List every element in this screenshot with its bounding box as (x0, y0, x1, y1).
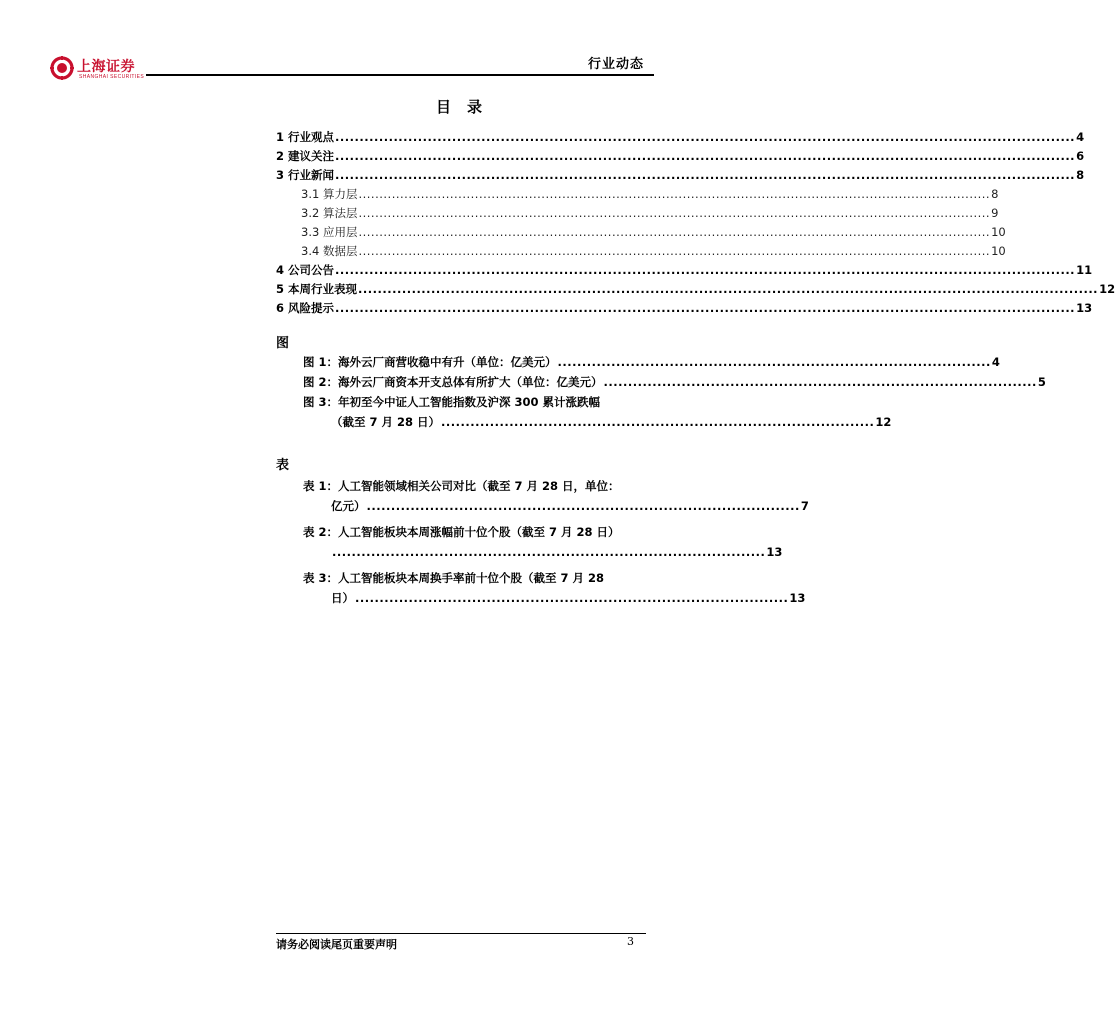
toc-leader-dots: ........................................................................................................................................................ (335, 130, 1076, 144)
toc-entry-page: 10 (991, 225, 1006, 239)
toc-entry-page: 6 (1076, 149, 1085, 163)
toc-leader-dots: ........................................................................................................................................................ (358, 244, 991, 258)
toc-entry-label: 3.4 数据层 (301, 244, 358, 258)
figure-entry-label: 图 3：年初至今中证人工智能指数及沪深 300 累计涨跌幅 (303, 395, 601, 409)
toc-entry[interactable] (276, 164, 1085, 183)
tables-heading: 表 (276, 458, 290, 473)
figures-list (303, 352, 1046, 432)
figures-heading: 图 (276, 336, 290, 351)
table-entry-page: 13 (766, 545, 783, 559)
toc-entry-page: 8 (1076, 168, 1085, 182)
toc-entry[interactable] (276, 297, 1093, 316)
toc-entry[interactable] (276, 145, 1085, 164)
page-number: 3 (627, 935, 634, 948)
table-entry-label: 表 2：人工智能板块本周涨幅前十位个股（截至 7 月 28 日） (303, 525, 620, 539)
toc-leader-dots: ........................................................................................................................................................ (335, 149, 1076, 163)
tables-list (303, 476, 809, 608)
table-entry-label-continued: 亿元） (331, 499, 366, 513)
figure-entry-label: 图 2：海外云厂商资本开支总体有所扩大（单位：亿美元） (303, 375, 603, 389)
toc-leader-dots: ........................................................................................................................................................ (358, 282, 1099, 296)
toc-subentry[interactable] (276, 240, 1006, 259)
toc-entry-label: 6 风险提示 (276, 301, 335, 315)
toc-entry-label: 3 行业新闻 (276, 168, 335, 182)
table-entry-label-continued: 日） (331, 591, 354, 605)
toc-entry-page: 13 (1076, 301, 1093, 315)
figure-entry-page: 12 (875, 415, 892, 429)
toc-leader-dots: ........................................................................................................................................................ (358, 187, 991, 201)
table-entry[interactable] (303, 522, 783, 562)
table-entry[interactable] (303, 568, 806, 608)
toc-entry-label: 3.2 算法层 (301, 206, 358, 220)
figure-entry-label: 图 1：海外云厂商营收稳中有升（单位：亿美元） (303, 355, 557, 369)
figure-entry[interactable] (303, 372, 1046, 392)
toc-entry[interactable] (276, 126, 1085, 145)
table-entry[interactable] (303, 476, 809, 516)
toc-entry-label: 4 公司公告 (276, 263, 335, 277)
toc-entry-page: 8 (991, 187, 999, 201)
figure-entry[interactable] (303, 392, 892, 432)
report-type-title: 行业动态 (587, 57, 644, 72)
figure-entry[interactable] (303, 352, 1000, 372)
table-entry-page: 7 (800, 499, 809, 513)
toc-entry-label: 3.3 应用层 (301, 225, 358, 239)
toc-entry-label: 1 行业观点 (276, 130, 335, 144)
toc-entry-label: 5 本周行业表现 (276, 282, 358, 296)
figure-entry-label-continued: （截至 7 月 28 日） (331, 415, 441, 429)
footer-divider (276, 933, 646, 934)
company-logo (50, 54, 170, 86)
footer-disclaimer-notice: 请务必阅读尾页重要声明 (276, 938, 397, 951)
logo-chinese-name: 上海证券 (77, 59, 135, 75)
toc-leader-dots: ........................................................................................................................................................ (358, 225, 991, 239)
toc-leader-dots: ......................................................................................... (603, 375, 1037, 389)
toc-entry-page: 9 (991, 206, 999, 220)
toc-leader-dots: ......................................................................................... (332, 545, 766, 559)
toc-leader-dots: ......................................................................................... (355, 591, 789, 605)
logo-emblem-icon (50, 56, 74, 80)
toc-entry-label: 2 建议关注 (276, 149, 335, 163)
toc-entry[interactable] (276, 259, 1093, 278)
header-divider (146, 74, 654, 76)
figure-entry-page: 4 (991, 355, 1000, 369)
table-entry-page: 13 (789, 591, 806, 605)
toc-leader-dots: ........................................................................................................................................................ (335, 301, 1076, 315)
toc-leader-dots: ........................................................................................................................................................ (335, 168, 1076, 182)
table-entry-label: 表 3：人工智能板块本周换手率前十位个股（截至 7 月 28 (303, 571, 605, 585)
toc-title: 目录 (435, 98, 498, 116)
table-of-contents (276, 126, 1115, 316)
toc-subentry[interactable] (276, 221, 1006, 240)
logo-english-name: SHANGHAI SECURITIES (79, 74, 145, 80)
toc-entry-page: 11 (1076, 263, 1093, 277)
toc-entry-page: 10 (991, 244, 1006, 258)
table-entry-label: 表 1：人工智能领域相关公司对比（截至 7 月 28 日，单位： (303, 479, 620, 493)
toc-entry-label: 3.1 算力层 (301, 187, 358, 201)
figure-entry-page: 5 (1037, 375, 1046, 389)
toc-leader-dots: ......................................................................................... (557, 355, 991, 369)
toc-entry[interactable] (276, 278, 1115, 297)
toc-entry-page: 4 (1076, 130, 1085, 144)
toc-leader-dots: ......................................................................................... (441, 415, 875, 429)
toc-subentry[interactable] (276, 202, 999, 221)
toc-entry-page: 12 (1099, 282, 1115, 296)
toc-leader-dots: ........................................................................................................................................................ (358, 206, 991, 220)
toc-leader-dots: ......................................................................................... (366, 499, 800, 513)
toc-leader-dots: ........................................................................................................................................................ (335, 263, 1076, 277)
toc-subentry[interactable] (276, 183, 999, 202)
